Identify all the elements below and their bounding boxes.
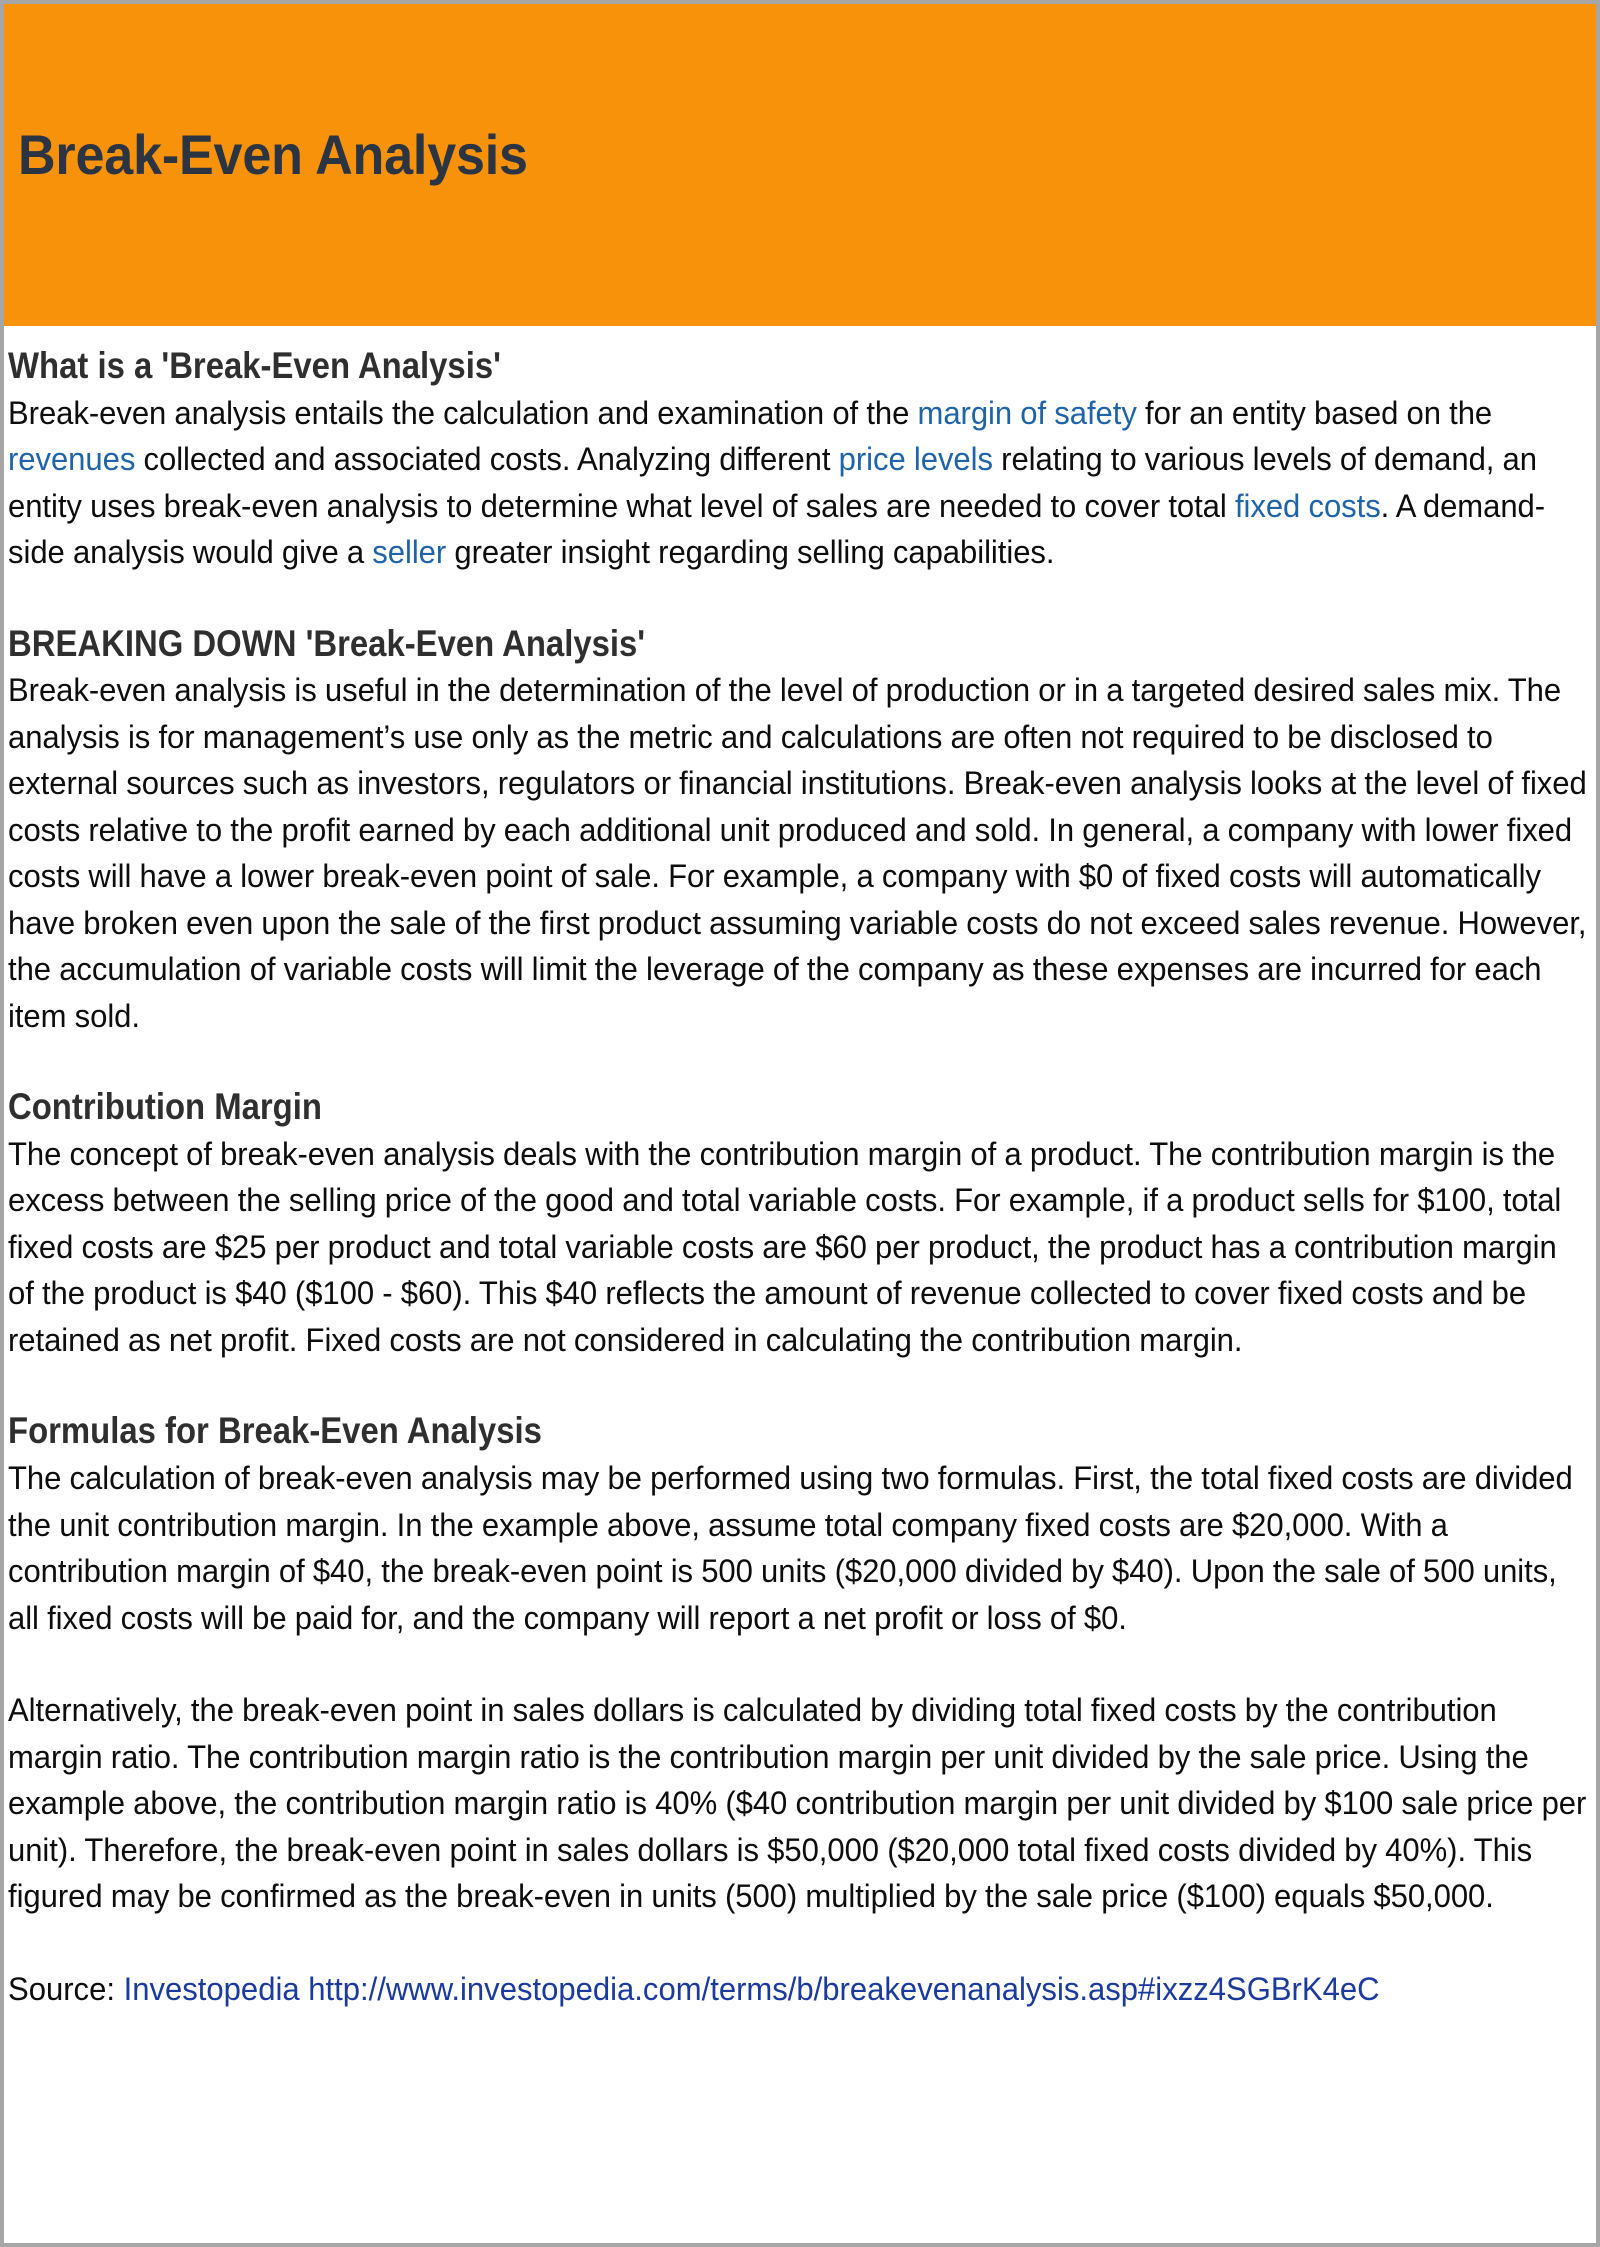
paragraph: The concept of break-even analysis deals with the contribution margin of a product. The contribution margin is the excess between the selling price of the good and total variable costs. For example, if a product sells for $100, total fixed costs are $25 per product and total variable costs are $60 per product, the product has a contribution margin of the product is $40 ($100 - $60). This $40 reflects the amount of revenue collected to cover fixed costs and be retained as net profit. Fixed costs are not considered in calculating the contribution margin. bbox=[8, 1135, 1562, 1358]
spacer bbox=[8, 1363, 1588, 1409]
inline-link[interactable]: fixed costs bbox=[1234, 487, 1381, 524]
inline-link[interactable]: margin of safety bbox=[917, 394, 1137, 431]
inline-link[interactable]: price levels bbox=[838, 441, 993, 478]
paragraph: Break-even analysis is useful in the determination of the level of production or in a targeted desired sales mix. The analysis is for management’s use only as the metric and calculations are often not required to be disclosed to external sources such as investors, regulators or financial institutions. Break-even analysis looks at the level of fixed costs relative to the profit earned by each additional unit produced and sold. In general, a company with lower fixed costs will have a lower break-even point of sale. For example, a company with $0 of fixed costs will automatically have broken even upon the sale of the first product assuming variable costs do not exceed sales revenue. However, the accumulation of variable costs will limit the leverage of the company as these expenses are incurred for each item sold. bbox=[8, 672, 1587, 1034]
spacer bbox=[8, 1039, 1588, 1085]
section-contribution-margin bbox=[8, 1085, 1588, 1363]
inline-link[interactable]: revenues bbox=[8, 441, 136, 478]
inline-link[interactable]: seller bbox=[372, 534, 447, 571]
section-formulas bbox=[8, 1409, 1588, 1919]
source-label: Source: bbox=[8, 1970, 124, 2007]
section-heading: BREAKING DOWN 'Break-Even Analysis' bbox=[8, 622, 646, 664]
source-link[interactable]: Investopedia http://www.investopedia.com/terms/b/breakevenanalysis.asp#ixzz4SGBrK4eC bbox=[123, 1970, 1380, 2007]
spacer bbox=[8, 1920, 1588, 1966]
section-what-is bbox=[8, 344, 1588, 576]
spacer bbox=[8, 576, 1588, 622]
source-line bbox=[8, 1966, 1588, 2013]
section-heading: Contribution Margin bbox=[8, 1086, 322, 1128]
section-heading: What is a 'Break-Even Analysis' bbox=[8, 345, 501, 386]
document-header-banner bbox=[4, 4, 1596, 326]
section-heading: Formulas for Break-Even Analysis bbox=[8, 1410, 542, 1452]
paragraph: Break-even analysis entails the calculation and examination of the margin of safety for an entity based on the revenues collected and associated costs. Analyzing different price levels relating to various levels of demand, an entity uses break-even analysis to determine what level of sales are needed to cover total fixed costs. A demand-side analysis would give a seller greater insight regarding selling capabilities. bbox=[8, 394, 1546, 571]
section-breaking-down bbox=[8, 622, 1588, 1040]
paragraph: The calculation of break-even analysis may be performed using two formulas. First, the total fixed costs are divided the unit contribution margin. In the example above, assume total company fixed costs are $20,000. With a contribution margin of $40, the break-even point is 500 units ($20,000 divided by $40). Upon the sale of 500 units, all fixed costs will be paid for, and the company will report a net profit or loss of $0. bbox=[8, 1460, 1573, 1636]
page-title: Break-Even Analysis bbox=[18, 123, 528, 186]
paragraph: Alternatively, the break-even point in sales dollars is calculated by dividing total fixed costs by the contribution margin ratio. The contribution margin ratio is the contribution margin per unit divided by the sale price. Using the example above, the contribution margin ratio is 40% ($40 contribution margin per unit divided by $100 sale price per unit). Therefore, the break-even point in sales dollars is $50,000 ($20,000 total fixed costs divided by 40%). This figured may be confirmed as the break-even in units (500) multiplied by the sale price ($100) equals $50,000. bbox=[8, 1692, 1587, 1915]
document-body bbox=[4, 326, 1596, 2012]
spacer bbox=[8, 1641, 1588, 1687]
